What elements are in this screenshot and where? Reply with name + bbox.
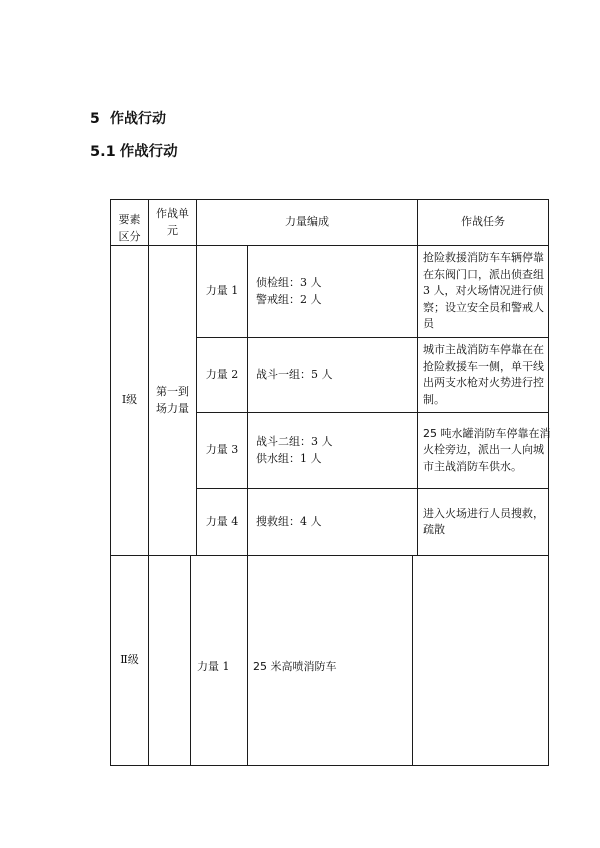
section-title: 作战行动 bbox=[110, 111, 166, 127]
task-line: 制。 bbox=[423, 392, 445, 406]
composition-line: 25 米高喷消防车 bbox=[253, 660, 337, 673]
task-line: 抢险救援车一侧，单干线 bbox=[423, 359, 544, 373]
task-line: 抢险救援消防车车辆停靠 bbox=[423, 251, 544, 265]
level-cell bbox=[110, 555, 149, 766]
unit-cell bbox=[148, 555, 191, 766]
force-label: 力量 3 bbox=[205, 443, 239, 457]
composition-line: 警戒组：2 人 bbox=[256, 292, 322, 306]
task-line: 出两支水枪对火势进行控 bbox=[423, 376, 544, 389]
task-line: 进入火场进行人员搜救， bbox=[423, 506, 544, 520]
section-heading bbox=[90, 110, 166, 128]
composition-line: 侦检组：3 人 bbox=[256, 276, 322, 289]
task-line: 察；设立安全员和警戒人 bbox=[423, 300, 544, 314]
header-dimension-top: 要素 bbox=[118, 213, 141, 226]
force-label: 力量 1 bbox=[197, 660, 230, 673]
header-unit-cell bbox=[148, 199, 197, 246]
subsection-heading bbox=[90, 143, 178, 161]
header-unit-line: 元 bbox=[167, 223, 178, 237]
subsection-title: 作战行动 bbox=[119, 144, 178, 160]
unit-label-line: 场力量 bbox=[156, 401, 189, 415]
force-label: 力量 1 bbox=[205, 284, 239, 298]
composition-line: 供水组：1 人 bbox=[256, 451, 322, 465]
header-tasks-label: 作战任务 bbox=[461, 215, 505, 229]
task-line: 疏散 bbox=[423, 523, 445, 536]
force-cell bbox=[196, 245, 248, 338]
task-line: 城市主战消防车停靠在在 bbox=[423, 343, 544, 356]
force-cell bbox=[196, 337, 248, 413]
force-cell bbox=[196, 412, 248, 489]
header-dimension-cell bbox=[110, 199, 149, 246]
task-line: 火栓旁边，派出一人向城 bbox=[423, 443, 544, 457]
force-label: 力量 4 bbox=[205, 514, 239, 528]
task-line: 员 bbox=[423, 317, 434, 331]
operations-table bbox=[110, 199, 549, 766]
header-dimension-bottom: 区分 bbox=[118, 229, 141, 243]
composition-line: 搜救组：4 人 bbox=[256, 514, 322, 528]
task-cell bbox=[417, 337, 549, 413]
force-cell bbox=[196, 488, 248, 556]
force-label: 力量 2 bbox=[205, 367, 239, 381]
subsection-number: 5.1 bbox=[90, 144, 116, 160]
level-label: Ⅰ级 bbox=[121, 393, 138, 407]
task-cell bbox=[417, 245, 549, 338]
level-label: Ⅱ级 bbox=[120, 653, 139, 667]
header-unit-line: 作战单 bbox=[156, 207, 189, 220]
header-forces-label: 力量编成 bbox=[285, 215, 329, 229]
unit-label-line: 第一到 bbox=[156, 385, 189, 398]
task-line: 3 人，对火场情况进行侦 bbox=[423, 284, 544, 298]
task-cell bbox=[412, 555, 549, 766]
header-forces-cell bbox=[196, 199, 418, 246]
task-cell bbox=[417, 412, 549, 489]
task-line: 25 吨水罐消防车停靠在消 bbox=[423, 426, 551, 440]
composition-cell bbox=[247, 555, 413, 766]
composition-line: 战斗二组：3 人 bbox=[256, 435, 333, 448]
composition-cell bbox=[247, 337, 418, 413]
task-line: 在东阀门口，派出侦查组 bbox=[423, 267, 544, 281]
unit-cell bbox=[148, 245, 197, 556]
composition-line: 战斗一组：5 人 bbox=[256, 367, 333, 381]
task-cell bbox=[417, 488, 549, 556]
force-cell bbox=[190, 555, 248, 766]
level-cell bbox=[110, 245, 149, 556]
composition-cell bbox=[247, 412, 418, 489]
composition-cell bbox=[247, 488, 418, 556]
task-line: 市主战消防车供水。 bbox=[423, 459, 522, 473]
header-tasks-cell bbox=[417, 199, 549, 246]
section-number: 5 bbox=[90, 111, 100, 127]
composition-cell bbox=[247, 245, 418, 338]
